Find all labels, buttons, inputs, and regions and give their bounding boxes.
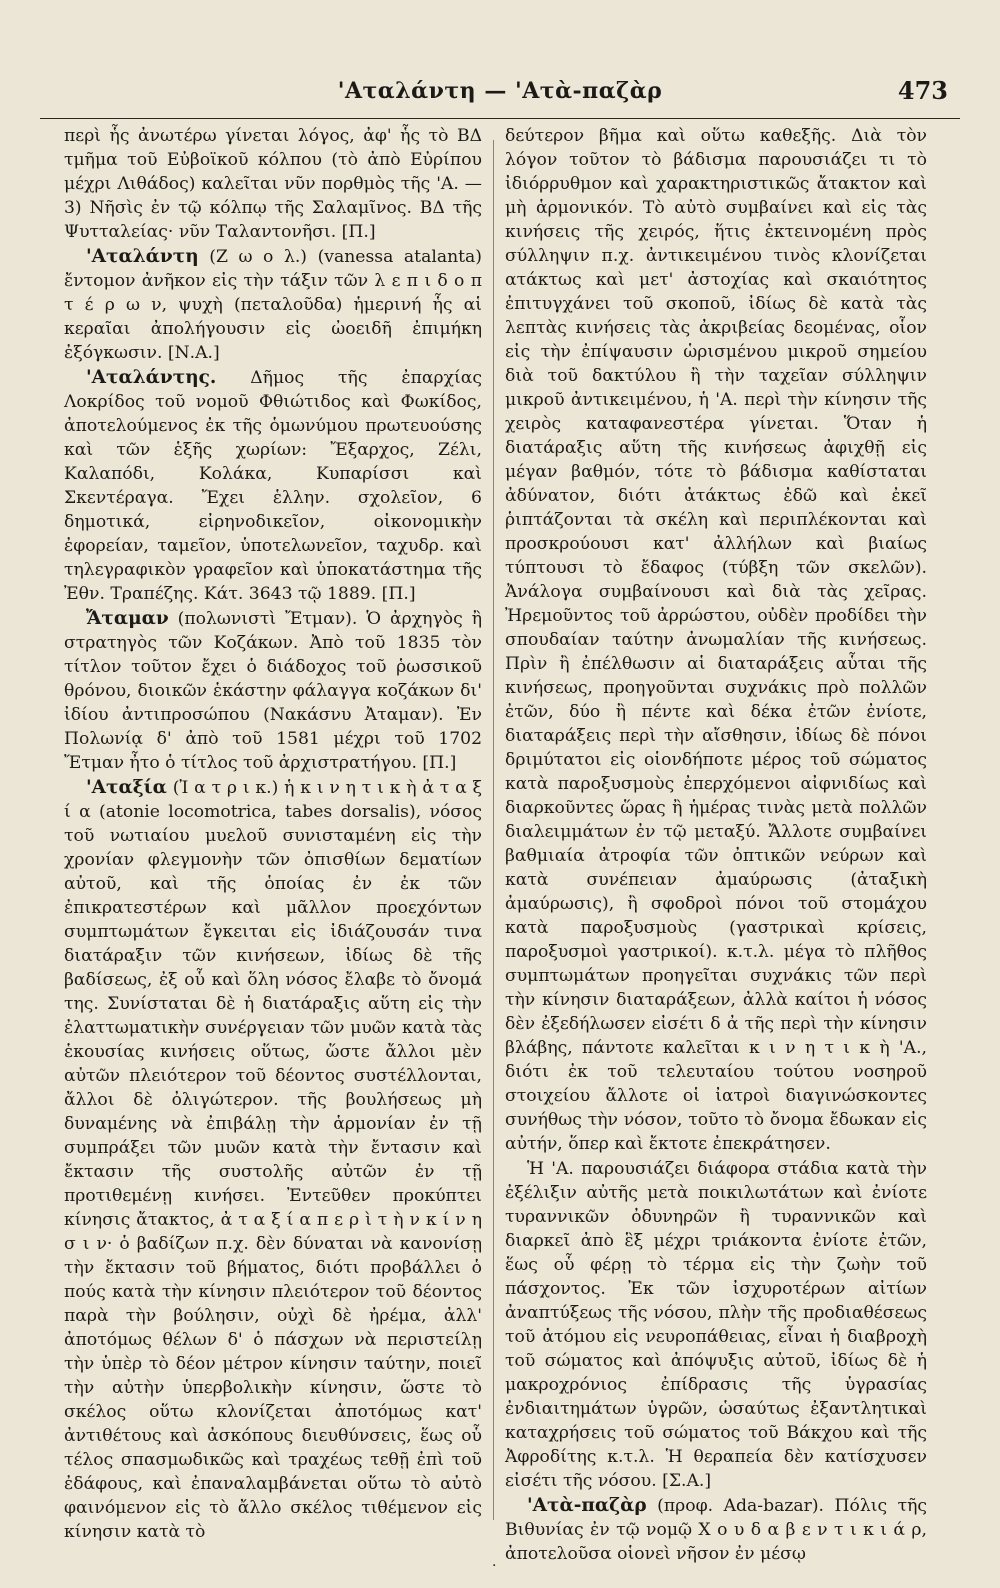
entry-text: (Ζ ω ο λ.) (vanessa atalanta) ἔντομον ἀνῆκον εἰς τὴν τάξιν τῶν λ ε π ι δ ο π τ έ ρ ω ν, ψυχὴ (πεταλοῦδα) ἡμερινή ἧς αἱ κεραῖαι ἀπολήγουσιν εἰς ὠοειδῆ ἐπιμήκη ἐξόγκωσιν. [Ν.Α.]	[64, 247, 482, 363]
entry-headword: 'Αταξία	[86, 777, 167, 798]
entry-text: περὶ ἧς ἀνωτέρω γίνεται λόγος, ἀφ' ἧς τὸ ΒΔ τμῆμα τοῦ Εὐβοϊκοῦ κόλπου (τὸ ἀπὸ Εὐρίπου μέχρι Λιθάδος) καλεῖται νῦν πορθμὸς τῆς 'Α. — 3) Νῆσὶς ἐν τῷ κόλπῳ τῆς Σαλαμῖνος. ΒΔ τῆς Ψυτταλείας· νῦν Ταλαντονῆσι. [Π.]	[64, 126, 482, 242]
entry-continuation	[505, 124, 927, 1156]
entry-text: (πολωνιστὶ Ἔτμαν). Ὁ ἀρχηγὸς ἢ στρατηγὸς τῶν Κοζάκων. Ἀπὸ τοῦ 1835 τὸν τίτλον τοῦτον ἔχει ὁ διάδοχος τοῦ ῥωσσικοῦ θρόνου, διοικῶν ἑκάστην φάλαγγα κοζάκων δι' ἰδίου ἀντιπροσώπου (Νακάσνυ Ἀταμαν). Ἐν Πολωνίᾳ δ' ἀπὸ τοῦ 1581 μέχρι τοῦ 1702 Ἔτμαν ἦτο ὁ τίτλος τοῦ ἀρχιστρατήγου. [Π.]	[64, 609, 482, 773]
entry-text: Δῆμος τῆς ἐπαρχίας Λοκρίδος τοῦ νομοῦ Φθιώτιδος καὶ Φωκίδος, ἀποτελούμενος ἐκ τῆς ὁμωνύμου πρωτευούσης καὶ τῶν ἑξῆς χωρίων: Ἔξαρχος, Ζέλι, Καλαπόδι, Κολάκα, Κυπαρίσσι καὶ Σκεντέραγα. Ἔχει ἑλλην. σχολεῖον, 6 δημοτικά, εἰρηνοδικεῖον, οἰκονομικὴν ἐφορείαν, ταμεῖον, ὑποτελωνεῖον, ταχυδρ. καὶ τηλεγραφικὸν γραφεῖον καὶ ὑποκατάστημα τῆς Ἐθν. Τραπέζης. Κάτ. 3643 τῷ 1889. [Π.]	[64, 368, 482, 604]
entry-ata-pazar	[505, 1494, 927, 1566]
left-column	[64, 124, 482, 1544]
entry-text: δεύτερον βῆμα καὶ οὕτω καθεξῆς. Διὰ τὸν λόγον τοῦτον τὸ βάδισμα παρουσιάζει τι τὸ ἰδιόρρυθμον καὶ χαρακτηριστικῶς ἄτακτον καὶ μὴ ἁρμονικόν. Τὸ αὐτὸ συμβαίνει καὶ εἰς τὰς κινήσεις τῆς χειρός, ἥτις ἐκτεινομένη πρὸς σύλληψιν π.χ. ἀντικειμένου τινὸς κλονίζεται ατάκτως καὶ μετ' ἀστοχίας καὶ σκαιότητος ἐπιτυγχάνει τοῦ σκοποῦ, ἰδίως δὲ κατὰ τὰς λεπτὰς κινήσεις τὰς ἀκριβείας δεομένας, οἷον εἰς τὴν ἐπίψαυσιν ὡρισμένου μικροῦ σημείου διὰ τοῦ δακτύλου ἢ τὴν ταχεῖαν σύλληψιν μικροῦ ἀντικειμένου, ἡ 'Α. περὶ τὴν κίνησιν τῆς χειρὸς καταφανεστέρα γίνεται. Ὅταν ἡ διατάραξις αὕτη τῆς κινήσεως ἀφιχθῇ εἰς μέγαν βαθμόν, τότε τὸ βάδισμα καθίσταται ἀδύνατον, διότι ἀτάκτως ἐδῶ καὶ ἐκεῖ ῥιπτάζονται τὰ σκέλη καὶ περιπλέκονται καὶ προσκρούουσι κατ' ἀλλήλων καὶ βιαίως τύπτουσι τὸ ἔδαφος (τύβξη τῶν σκελῶν). Ἀνάλογα συμβαίνουσι καὶ διὰ τὰς χεῖρας. Ἠρεμοῦντος τοῦ ἀρρώστου, οὐδὲν προδίδει τὴν σπουδαίαν ταύτην ἀνωμαλίαν τῆς κινήσεως. Πρὶν ἢ ἐπέλθωσιν αἱ διαταράξεις αὗται τῆς κινήσεως, προηγοῦνται συχνάκις πρὸ πολλῶν ἐτῶν, δύο ἢ πέντε καὶ δέκα ἐτῶν ἐνίοτε, διαταράξεις περὶ τὴν αἴσθησιν, ἰδίως δὲ πόνοι δριμύτατοι εἰς οἱονδήποτε μέρος τοῦ σώματος κατὰ παροξυσμοὺς ἐπερχόμενοι αἰφνιδίως καὶ διαρκοῦντες ὥρας ἢ ἡμέρας τινὰς μετὰ πολλῶν διαλειμμάτων ἐν τῷ μεταξύ. Ἄλλοτε συμβαίνει βαθμιαία ἀτροφία τῶν ὀπτικῶν νεύρων καὶ κατὰ συνέπειαν ἀμαύρωσις (ἀταξικὴ ἀμαύρωσις), ἢ σφοδροὶ πόνοι τοῦ στομάχου κατὰ παροξυσμοὺς (γαστρικαὶ κρίσεις, παροξυσμοὶ γαστρικοί). κ.τ.λ. μέγα τὸ πλῆθος συμπτωμάτων προηγεῖται συχνάκις τῶν περὶ τὴν κίνησιν διαταράξεων, ἀλλὰ καίτοι ἡ νόσος δὲν ἐξεδήλωσεν εἰσέτι δ ἀ τῆς περὶ τὴν κίνησιν βλάβης, πάντοτε καλεῖται κ ι ν η τ ι κ ὴ 'Α., διότι ἐκ τοῦ τελευταίου τούτου νοσηροῦ στοιχείου ἄλλοτε οἱ ἰατροὶ διαγινώσκοντες συνήθως τὴν νόσον, τοῦτο τὸ ὄνομα ἔδωκαν εἰς αὐτήν, ὅπερ καὶ ἔκτοτε ἐπεκράτησεν.	[505, 126, 927, 1154]
entry-continuation	[64, 124, 482, 244]
entry-text: Ἡ 'Α. παρουσιάζει διάφορα στάδια κατὰ τὴν ἐξέλιξιν αὐτῆς μετὰ ποικιλωτάτων καὶ ἐνίοτε τυραννικῶν ὀδυνηρῶν ἢ τυραννικῶν καὶ διαρκεῖ ἀπὸ ἓξ μέχρι τριάκοντα ἐνίοτε ἐτῶν, ἕως οὗ φέρῃ τὸ τέρμα εἰς τὴν ζωὴν τοῦ πάσχοντος. Ἐκ τῶν ἰσχυροτέρων αἰτίων ἀναπτύξεως τῆς νόσου, πλὴν τῆς προδιαθέσεως τοῦ ἀτόμου εἰς νευροπάθειας, εἶναι ἡ διαβροχὴ τοῦ σώματος καὶ ἀπόψυξις αὐτοῦ, ἰδίως δὲ ἡ μακροχρόνιος ἐπίδρασις τῆς ὑγρασίας ἐνδιαιτημάτων ὑγρῶν, ὡσαύτως ἐξαντλητικαὶ καταχρήσεις τοῦ σώματος τοῦ Βάκχου καὶ τῆς Ἀφροδίτης κ.τ.λ. Ἡ θεραπεία δὲν κατίσχυσεν εἰσέτι τῆς νόσου. [Σ.Α.]	[505, 1159, 927, 1491]
entry-paragraph	[505, 1157, 927, 1493]
running-title: 'Αταλάντη — 'Ατὰ-παζὰρ	[337, 78, 663, 104]
right-column	[505, 124, 928, 1564]
entry-text: (προφ. Ada-bazar). Πόλις τῆς Βιθυνίας ἐν τῷ νομῷ Χ ο υ δ α β ε ν τ ι κ ι ά ρ, ἀποτελοῦσα οἱονεὶ νῆσον ἐν μέσῳ	[505, 1496, 928, 1564]
entry-headword: Ἄταμαν	[86, 608, 169, 629]
entry-ataman	[64, 607, 482, 775]
entry-headword: 'Αταλάντης.	[86, 367, 217, 388]
entry-atalanti-zool	[64, 245, 482, 365]
footer-mark: ·	[492, 1558, 497, 1574]
column-divider	[493, 140, 494, 1520]
page-number: 473	[897, 76, 948, 105]
page-header	[40, 72, 960, 112]
entry-text: (Ἰ α τ ρ ι κ.) ἡ κ ι ν η τ ι κ ὴ ἀ τ α ξ ί α (atonie locomotrica, tabes dorsalis), νόσος τοῦ νωτιαίου μυελοῦ συνισταμένη εἰς τὴν χρονίαν φλεγμονὴν τῶν ὀπισθίων δεματίων αὐτοῦ, καὶ τῆς ὁποίας ἐν ἐκ τῶν ἐπικρατεστέρων καὶ μᾶλλον προεχόντων συμπτωμάτων ἔγκειται εἰς ἰδιάζουσάν τινα διατάραξιν τῶν κινήσεων, ἰδίως δὲ τῆς βαδίσεως, ἐξ οὗ καὶ ὅλη νόσος ἔλαβε τὸ ὄνομά της. Συνίσταται δὲ ἡ διατάραξις αὕτη εἰς τὴν ἐλαττωματικὴν συνέργειαν τῶν μυῶν κατὰ τὰς ἑκουσίας κινήσεις οὕτως, ὥστε ἄλλοι μὲν αὐτῶν πλειότερον τοῦ δέοντος συστέλλονται, ἄλλοι δὲ ὀλιγώτερον. τῆς βουλήσεως μὴ δυναμένης νὰ ἐπιβάλῃ τὴν ἁρμονίαν ἐν τῇ συμπράξει τῶν μυῶν κατὰ τὴν ἔντασιν καὶ ἔκτασιν τῆς συστολῆς αὐτῶν ἐν τῇ προτιθεμένῃ κινήσει. Ἐντεῦθεν προκύπτει κίνησις ἄτακτος, ἀ τ α ξ ί α π ε ρ ὶ τ ὴ ν κ ί ν η σ ι ν· ὁ βαδίζων π.χ. δὲν δύναται νὰ κανονίσῃ τὴν ἔκτασιν τοῦ βήματος, διότι προβάλλει ὁ πούς κατὰ τὴν κίνησιν πλειότερον τοῦ δέοντος παρὰ τὴν βούλησιν, οὐχὶ δὲ ἠρέμα, ἀλλ' ἀποτόμως θέλων δ' ὁ πάσχων νὰ περιστείλῃ τὴν ὑπὲρ τὸ δέον μέτρον κίνησιν ταύτην, ποιεῖ τὴν αὐτὴν ὑπερβολικὴν κίνησιν, ὥστε τὸ σκέλος οὕτω κλονίζεται ἀποτόμως κατ' ἀντιθέτους καὶ ἀσκόπους διευθύνσεις, ἕως οὗ τέλος σπασμωδικῶς καὶ τραχέως τεθῇ ἐπὶ τοῦ ἐδάφους, καὶ ἐπαναλαμβάνεται οὕτω τὸ αὐτὸ φαινόμενον εἰς τὸ ἄλλο σκέλος τιθέμενον εἰς κίνησιν κατὰ τὸ	[64, 778, 482, 1542]
entry-headword: 'Αταλάντη	[86, 246, 199, 267]
header-rule	[40, 118, 960, 119]
entry-ataxia	[64, 776, 482, 1544]
entry-atalantis	[64, 366, 482, 606]
entry-headword: 'Ατὰ-παζὰρ	[527, 1495, 647, 1516]
